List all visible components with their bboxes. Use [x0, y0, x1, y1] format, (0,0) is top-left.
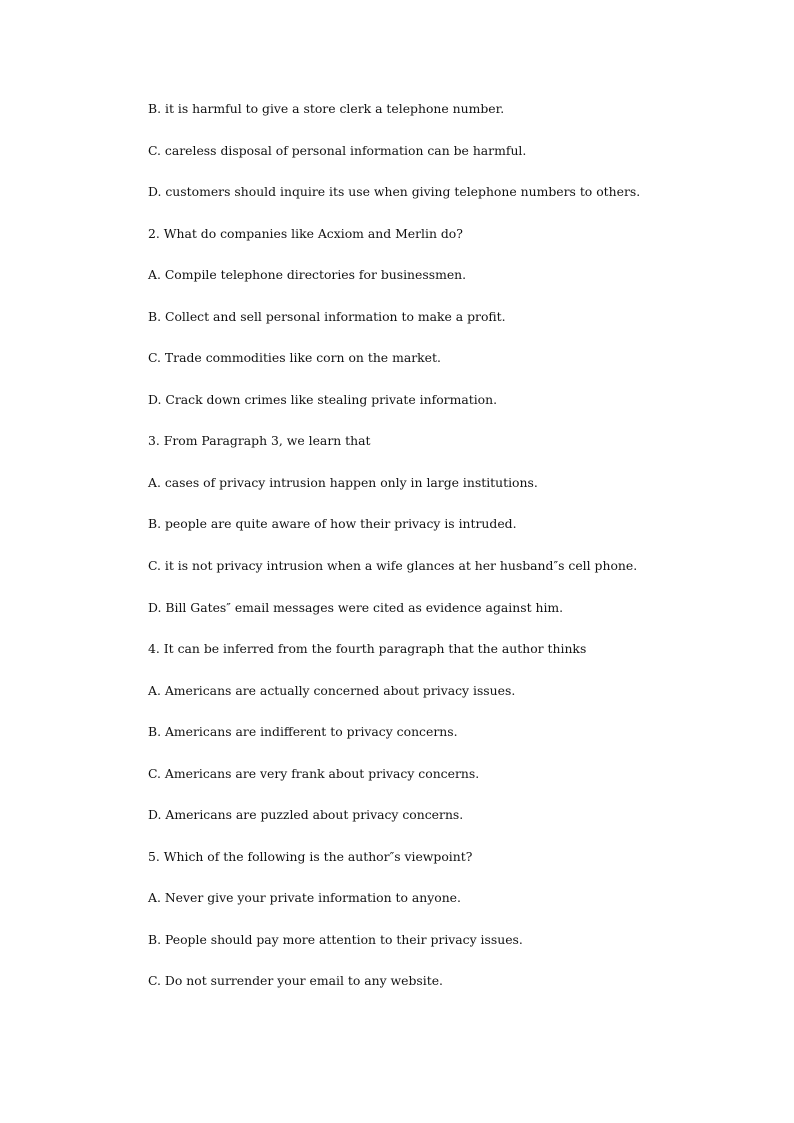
option-line: B. people are quite aware of how their privacy is intruded. — [148, 516, 517, 532]
question-line: 5. Which of the following is the author″s viewpoint? — [148, 848, 473, 864]
option-line: D. Bill Gates″ email messages were cited as evidence against him. — [148, 599, 564, 615]
option-line: A. Never give your private information to anyone. — [148, 890, 461, 906]
option-line: C. careless disposal of personal information can be harmful. — [148, 142, 527, 158]
option-line: A. cases of privacy intrusion happen only in large institutions. — [148, 474, 538, 490]
question-text — [119, 98, 677, 1012]
option-line: D. customers should inquire its use when giving telephone numbers to others. — [148, 184, 641, 200]
option-line: B. Collect and sell personal information to make a profit. — [148, 308, 506, 324]
option-line: B. People should pay more attention to their privacy issues. — [148, 931, 523, 947]
option-line: B. it is harmful to give a store clerk a telephone number. — [148, 101, 505, 116]
option-line: A. Americans are actually concerned about privacy issues. — [148, 682, 516, 698]
option-line: C. Americans are very frank about privacy concerns. — [148, 765, 480, 781]
question-line: 2. What do companies like Acxiom and Merlin do? — [148, 225, 463, 241]
option-line: C. Do not surrender your email to any website. — [148, 973, 443, 989]
option-line: C. Trade commodities like corn on the market. — [148, 350, 441, 366]
option-line: D. Crack down crimes like stealing private information. — [148, 391, 498, 407]
option-line: A. Compile telephone directories for businessmen. — [148, 267, 467, 283]
question-line: 3. From Paragraph 3, we learn that — [148, 433, 371, 449]
option-line: C. it is not privacy intrusion when a wife glances at her husband″s cell phone. — [148, 558, 638, 574]
option-line: D. Americans are puzzled about privacy concerns. — [148, 807, 464, 823]
question-line: 4. It can be inferred from the fourth paragraph that the author thinks — [148, 641, 587, 657]
option-line: B. Americans are indifferent to privacy concerns. — [148, 724, 458, 740]
